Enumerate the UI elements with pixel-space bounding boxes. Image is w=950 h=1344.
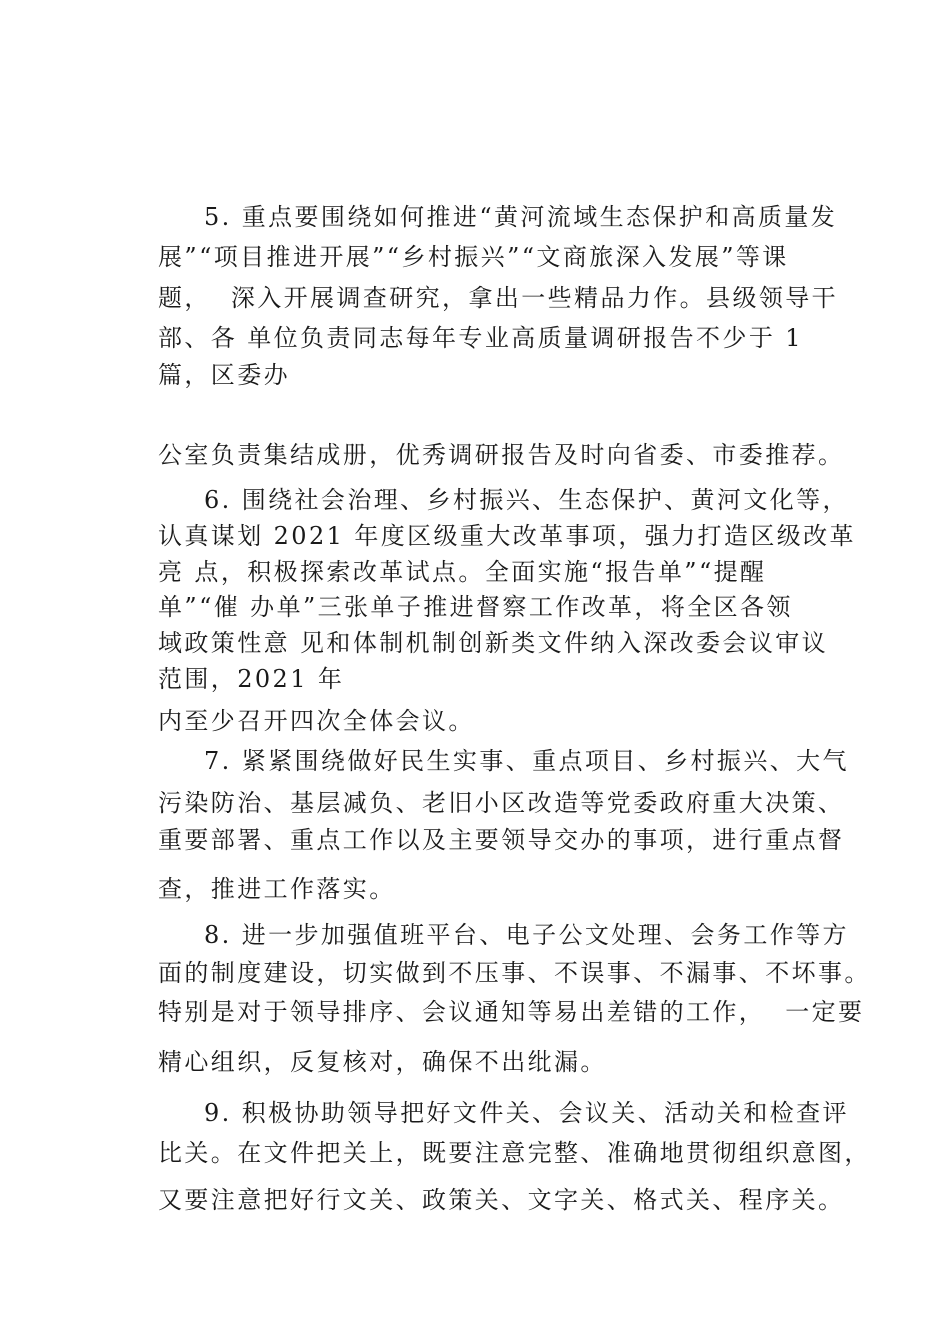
paragraph-7-line-1: 7. 紧紧围绕做好民生实事、重点项目、乡村振兴、大气 <box>204 747 849 775</box>
paragraph-8-line-3: 特别是对于领导排序、会议通知等易出差错的工作， 一定要 <box>158 998 865 1026</box>
paragraph-9-line-2: 比关。在文件把关上，既要注意完整、准确地贯彻组织意图， <box>158 1139 871 1167</box>
paragraph-6-line-4: 单”“催 办单”三张单子推进督察工作改革，将全区各领 <box>158 593 793 621</box>
paragraph-5-line-6: 公室负责集结成册，优秀调研报告及时向省委、市委推荐。 <box>158 441 845 469</box>
paragraph-5-line-5: 篇，区委办 <box>158 361 290 389</box>
paragraph-8-line-2: 面的制度建设，切实做到不压事、不误事、不漏事、不坏事。 <box>158 959 871 987</box>
paragraph-8-line-1: 8. 进一步加强值班平台、电子公文处理、会务工作等方 <box>204 921 849 949</box>
paragraph-9-line-1: 9. 积极协助领导把好文件关、会议关、活动关和检查评 <box>204 1099 849 1127</box>
paragraph-7-line-3: 重要部署、重点工作以及主要领导交办的事项，进行重点督 <box>158 826 845 854</box>
paragraph-5-line-2: 展”“项目推进开展”“乡村振兴”“文商旅深入发展”等课 <box>158 243 789 271</box>
paragraph-6-line-3: 亮 点，积极探索改革试点。全面实施“报告单”“提醒 <box>158 558 767 586</box>
paragraph-6-line-7: 内至少召开四次全体会议。 <box>158 707 475 735</box>
paragraph-9-line-3: 又要注意把好行文关、政策关、文字关、格式关、程序关。 <box>158 1186 845 1214</box>
paragraph-7-line-4: 查，推进工作落实。 <box>158 875 396 903</box>
paragraph-8-line-4: 精心组织，反复核对，确保不出纰漏。 <box>158 1048 607 1076</box>
paragraph-5-line-4: 部、各 单位负责同志每年专业高质量调研报告不少于 1 <box>158 324 803 352</box>
paragraph-6-line-6: 范围，2021 年 <box>158 665 345 693</box>
paragraph-6-line-5: 域政策性意 见和体制机制创新类文件纳入深改委会议审议 <box>158 629 829 657</box>
paragraph-5-line-1: 5. 重点要围绕如何推进“黄河流域生态保护和高质量发 <box>204 203 838 231</box>
paragraph-7-line-2: 污染防治、基层减负、老旧小区改造等党委政府重大决策、 <box>158 789 845 817</box>
paragraph-6-line-2: 认真谋划 2021 年度区级重大改革事项，强力打造区级改革 <box>158 522 856 550</box>
paragraph-5-line-3: 题， 深入开展调查研究，拿出一些精品力作。县级领导干 <box>158 284 839 312</box>
paragraph-6-line-1: 6. 围绕社会治理、乡村振兴、生态保护、黄河文化等， <box>204 486 849 514</box>
